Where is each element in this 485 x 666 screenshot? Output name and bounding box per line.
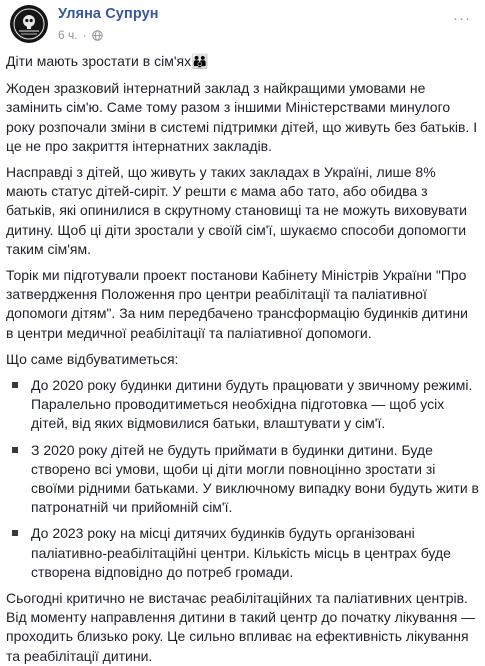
post-options-button[interactable]: ··· (453, 10, 471, 27)
meta-separator: · (82, 28, 87, 42)
bullet-square-icon (12, 382, 18, 388)
post-meta (58, 28, 103, 42)
globe-icon[interactable] (92, 30, 103, 41)
post-timestamp[interactable]: 6 ч. (58, 28, 78, 42)
closing-paragraph: Сьогодні критично не вистачає реабілітаційних та паліативних центрів. Від моменту направлення дитини в такий центр до початку лікування — проходить близько року. Це сильно впливає на ефективність лікування та реабілітації дитини. (6, 590, 476, 664)
bullet-item (6, 524, 479, 582)
post-body (6, 52, 479, 666)
family-emoji-icon: 👪 (191, 53, 209, 69)
bullet-item (6, 376, 479, 434)
paragraph: Що саме відбуватиметься: (6, 350, 179, 367)
bullet-square-icon (12, 447, 18, 453)
bullet-text: З 2020 року дітей не будуть приймати в будинки дитини. Буде створено всі умови, щоби ці діти могли повноцінно зростати зі своїми рідними батьками. У виключному випадку вони будуть жити в патронатній чи прийомній сім'ї. (31, 441, 479, 516)
author-avatar[interactable] (10, 5, 48, 43)
logo-icon (10, 5, 48, 43)
post-header (6, 0, 479, 50)
paragraph: Жоден зразковий інтернатний заклад з найкращими умовами не замінить сім'ю. Саме тому разом з іншими Міністерствами минулого року розпочали зміни в системі підтримки дітей, що живуть без батьків. І це не про закриття інтернатних закладів. (6, 80, 478, 154)
bullet-square-icon (12, 530, 18, 536)
post-lead (6, 52, 479, 71)
paragraph: Торік ми підготували проект постанови Кабінету Міністрів України "Про затвердження Положення про центри реабілітації та паліативної допомоги дітям". За ним передбачено трансформацію будинків дитини в центри медичної реабілітації та паліативної допомоги. (6, 267, 468, 341)
bullet-text: До 2020 року будинки дитини будуть працювати у звичному режимі. Паралельно проводитиметься необхідна підготовка — щоб усіх дітей, від яких відмовилися батьки, влаштувати у сім'ї. (31, 377, 473, 432)
bullet-item (6, 441, 479, 518)
author-name[interactable]: Уляна Супрун (58, 6, 159, 22)
paragraph: Насправді з дітей, що живуть у таких закладах в Україні, лише 8% мають статус дітей-сиріт. У решти є мама або тато, або обидва з батьків, які опинилися в скрутному становищі та не можуть виховувати дитину. Щоб ці діти зростали у своїй сім'ї, шукаємо способи допомогти таким сім'ям. (6, 164, 467, 257)
bullet-text: До 2023 року на місці дитячих будинків будуть організовані паліативно-реабілітаційні центри. Кількість місць в центрах буде створена відповідно до потреб громади. (31, 525, 451, 580)
lead-text: Діти мають зростати в сім'ях (6, 53, 192, 69)
